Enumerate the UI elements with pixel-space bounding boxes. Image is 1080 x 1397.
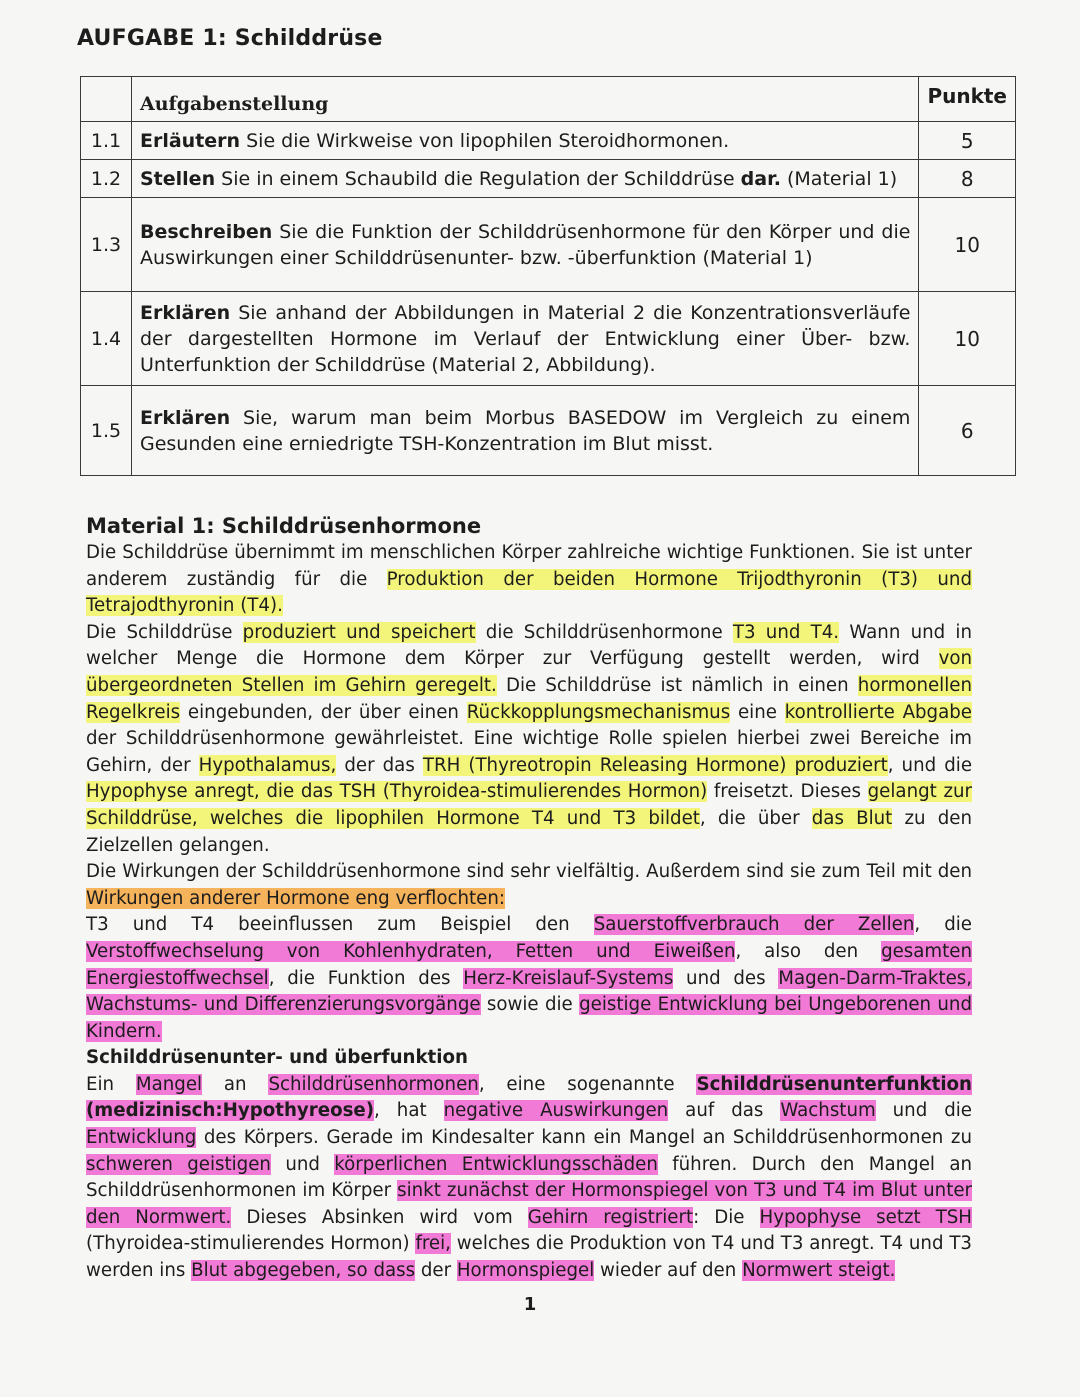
text-segment: der das <box>336 754 423 776</box>
material-subheading: Schilddrüsenunter- und überfunktion <box>86 1047 468 1069</box>
highlighted-text: frei, <box>415 1233 451 1255</box>
highlighted-text: Schilddrüsenhormonen <box>268 1073 479 1095</box>
points-header: Punkte <box>919 77 1016 122</box>
text-segment: auf das <box>668 1100 781 1122</box>
text-segment: eingebunden, der über einen <box>180 701 467 723</box>
highlighted-text: geistige Entwicklung bei Ungeborenen und Kindern. <box>86 994 972 1042</box>
text-segment: freisetzt. Dieses <box>707 781 868 803</box>
material-paragraph-2 <box>86 620 972 859</box>
text-segment: (Thyroidea-stimulierendes Hormon) <box>86 1233 416 1255</box>
text-segment: wieder auf den <box>594 1260 743 1282</box>
highlighted-text: T3 und T4. <box>732 621 840 643</box>
text-segment: T3 und T4 beeinflussen zum Beispiel den <box>86 914 594 936</box>
text-segment: und <box>270 1153 335 1175</box>
text-segment: , hat <box>374 1100 444 1122</box>
material-paragraph-4 <box>86 912 972 1045</box>
text-segment: eine <box>730 701 785 723</box>
highlighted-text: Hormonspiegel <box>456 1260 595 1282</box>
highlighted-text: Mangel <box>135 1073 203 1095</box>
table-row: 1.4 Erklären Sie anhand der Abbildungen in Material 2 die Konzentrationsverläufe der dargestellten Hormone im Verlauf der Entwicklung einer Über- bzw. Unterfunktion der Schilddrüse (Material 2, Abbildung). 10 <box>81 292 1016 386</box>
highlighted-text: Gehirn registriert <box>527 1206 694 1228</box>
highlighted-text: Hypothalamus, <box>198 754 337 776</box>
table-header-label: Aufgabenstellung <box>132 77 919 122</box>
text-segment: an <box>202 1073 269 1095</box>
text-segment: der <box>415 1260 457 1282</box>
highlighted-text: gelangt zur Schilddrüse, welches die lipophilen Hormone T4 und T3 bildet <box>86 781 973 829</box>
highlighted-text: produziert und speichert <box>242 621 476 643</box>
text-segment: Die Schilddrüse ist nämlich in einen <box>496 674 858 696</box>
highlighted-text: gesamten Energiestoffwechsel <box>86 940 972 989</box>
text-segment: zu den Zielzellen gelangen. <box>86 807 973 856</box>
page-number: 1 <box>523 1294 537 1315</box>
highlighted-text: Entwicklung <box>86 1127 197 1149</box>
text-segment: welches die Produktion von T4 und T3 anregt. T4 und T3 werden ins <box>86 1233 972 1282</box>
highlighted-text: das Blut <box>811 807 893 829</box>
table-row: 1.2 Stellen Sie in einem Schaubild die Regulation der Schilddrüse dar. (Material 1) 8 <box>81 160 1016 198</box>
text-segment: Ein <box>86 1073 136 1095</box>
table-row: 1.5 Erklären Sie, warum man beim Morbus BASEDOW im Vergleich zu einem Gesunden eine erniedrigte TSH-Konzentration im Blut misst. 6 <box>81 386 1016 476</box>
highlighted-text: TRH (Thyreotropin Releasing Hormone) produziert <box>422 754 888 776</box>
highlighted-text: Schilddrüsenunterfunktion (medizinisch:Hypothyreose) <box>86 1073 972 1122</box>
text-segment: , also den <box>735 940 882 962</box>
highlighted-text: Hypophyse anregt, die das TSH (Thyroidea-stimulierendes Hormon) <box>86 781 708 803</box>
text-segment: Wann und in welcher Menge die Hormone dem Körper zur Verfügung gestellt werden, wird <box>86 621 972 670</box>
highlighted-text: Herz-Kreislauf-Systems <box>463 967 674 989</box>
text-segment: der Schilddrüsenhormone gewährleistet. Eine wichtige Rolle spielen hierbei zwei Bereiche im Gehirn, der <box>86 728 972 776</box>
material-paragraph-3 <box>86 859 972 912</box>
text-segment: , die Funktion des <box>268 967 464 989</box>
highlighted-text: sinkt zunächst der Hormonspiegel von T3 und T4 im Blut unter den Normwert. <box>86 1180 972 1228</box>
table-row: 1.1 Erläutern Sie die Wirkweise von lipophilen Steroidhormonen. 5 <box>81 122 1016 160</box>
text-segment: führen. Durch den Mangel an Schilddrüsenhormonen im Körper <box>86 1153 972 1202</box>
highlighted-text: hormonellen Regelkreis <box>86 674 972 723</box>
text-segment: , eine sogenannte <box>478 1073 697 1095</box>
highlighted-text: Magen-Darm-Traktes, Wachstums- und Differenzierungsvorgänge <box>86 967 973 1016</box>
text-segment: Dieses Absinken wird vom <box>231 1206 528 1228</box>
highlighted-text: Rückkopplungsmechanismus <box>466 701 731 723</box>
table-header-row <box>81 77 1016 122</box>
table-row: 1.3 Beschreiben Sie die Funktion der Schilddrüsenhormone für den Körper und die Auswirkungen einer Schilddrüsenunter- bzw. -überfunktion (Material 1) 10 <box>81 198 1016 292</box>
text-segment: sowie die <box>480 994 580 1016</box>
highlighted-text: Hypophyse setzt TSH <box>759 1206 972 1228</box>
highlighted-text: Produktion der beiden Hormone Trijodthyronin (T3) und Tetrajodthyronin (T4). <box>86 568 972 617</box>
text-segment: , die über <box>699 807 812 829</box>
highlighted-text: von übergeordneten Stellen im Gehirn geregelt. <box>86 648 972 696</box>
text-segment: : Die <box>693 1206 760 1228</box>
text-segment: , die <box>914 914 973 936</box>
highlighted-text: Normwert steigt. <box>742 1260 896 1282</box>
material-paragraph-1 <box>86 540 972 620</box>
highlighted-text: negative Auswirkungen <box>443 1100 669 1122</box>
material-title: Material 1: Schilddrüsenhormone <box>86 514 482 538</box>
material-section <box>86 512 972 1285</box>
text-segment: die Schilddrüsenhormone <box>475 621 733 643</box>
highlighted-text: körperlichen Entwicklungsschäden <box>334 1153 658 1175</box>
text-segment: , und die <box>887 754 973 776</box>
text-segment: Die Wirkungen der Schilddrüsenhormone sind sehr vielfältig. Außerdem sind sie zum Teil mit den <box>86 861 972 883</box>
highlighted-text: Wirkungen anderer Hormone eng verflochten: <box>86 887 505 909</box>
material-paragraph-5 <box>86 1072 972 1285</box>
text-segment: und die <box>875 1100 972 1122</box>
text-segment: Die Schilddrüse <box>86 621 243 643</box>
text-segment: des Körpers. Gerade im Kindesalter kann ein Mangel an Schilddrüsenhormonen zu <box>196 1127 972 1149</box>
page-heading: AUFGABE 1: Schilddrüse <box>77 26 383 51</box>
highlighted-text: Sauerstoffverbrauch der Zellen <box>593 914 915 936</box>
highlighted-text: kontrollierte Abgabe <box>784 701 972 723</box>
text-segment: Die Schilddrüse übernimmt im menschlichen Körper zahlreiche wichtige Funktionen. Sie ist unter anderem zuständig für die <box>86 542 972 590</box>
text-segment: und des <box>673 967 779 989</box>
highlighted-text: Verstoffwechselung von Kohlenhydraten, Fetten und Eiweißen <box>86 940 736 962</box>
highlighted-text: Wachstum <box>780 1100 876 1122</box>
task-table <box>80 76 1016 476</box>
highlighted-text: schweren geistigen <box>86 1153 271 1175</box>
highlighted-text: Blut abgegeben, so dass <box>191 1260 416 1282</box>
